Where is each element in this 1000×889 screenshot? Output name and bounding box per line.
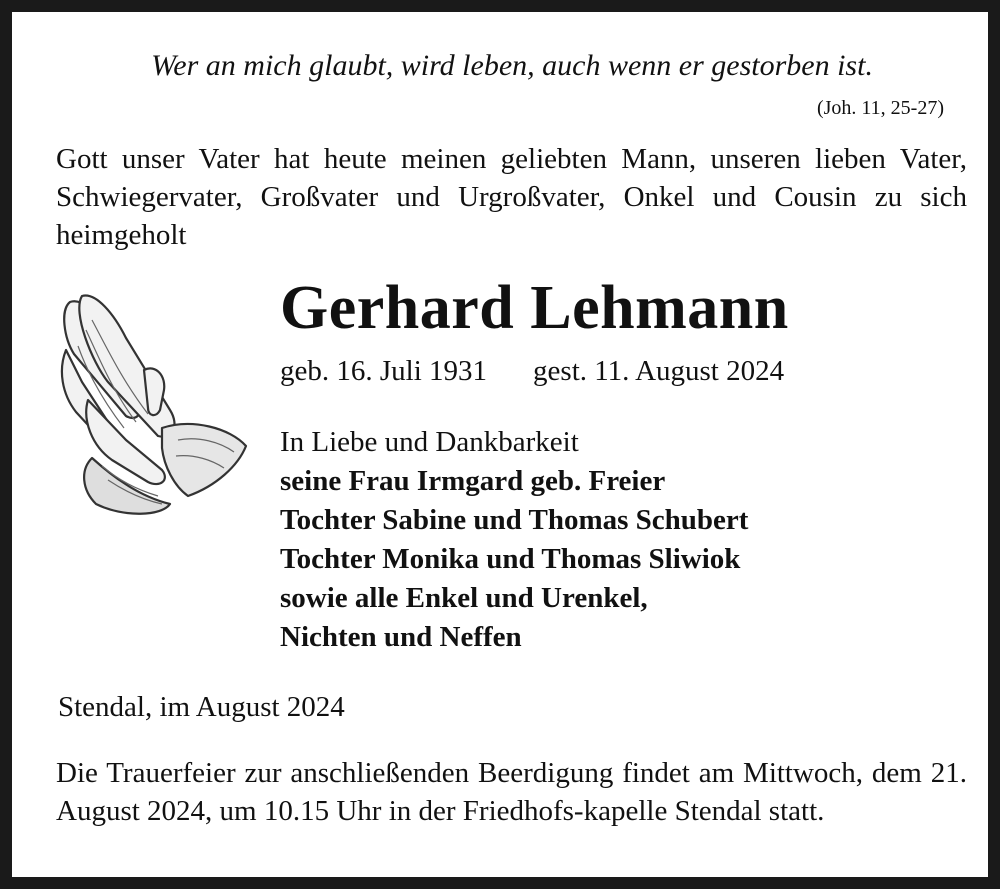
life-dates bbox=[280, 352, 784, 390]
mourners-block bbox=[280, 423, 748, 657]
mourner-line: Tochter Sabine und Thomas Schubert bbox=[280, 504, 749, 536]
mourner-line: sowie alle Enkel und Urenkel, bbox=[280, 582, 648, 614]
bible-quote: Wer an mich glaubt, wird leben, auch wenn er gestorben ist. bbox=[151, 49, 873, 82]
bible-reference: (Joh. 11, 25-27) bbox=[816, 97, 944, 119]
deceased-name: Gerhard Lehmann bbox=[280, 274, 789, 342]
mourner-line: seine Frau Irmgard geb. Freier bbox=[280, 465, 666, 497]
birth-date: geb. 16. Juli 1931 bbox=[280, 355, 488, 387]
funeral-notice: Die Trauerfeier zur anschließenden Beerdigung findet am Mittwoch, dem 21. August 2024, um 10.15 Uhr in der Friedhofs-kapelle Stendal statt. bbox=[56, 757, 967, 827]
praying-hands-icon bbox=[52, 290, 252, 520]
place-and-date: Stendal, im August 2024 bbox=[58, 691, 345, 723]
mourner-line: Tochter Monika und Thomas Sliwiok bbox=[280, 543, 741, 575]
mourner-line: Nichten und Neffen bbox=[280, 621, 522, 653]
death-date: gest. 11. August 2024 bbox=[533, 355, 785, 387]
mourners-heading: In Liebe und Dankbarkeit bbox=[280, 426, 579, 458]
intro-text: Gott unser Vater hat heute meinen geliebten Mann, unseren lieben Vater, Schwiegervater, Großvater und Urgroßvater, Onkel und Cousin zu sich heimgeholt bbox=[56, 143, 967, 251]
